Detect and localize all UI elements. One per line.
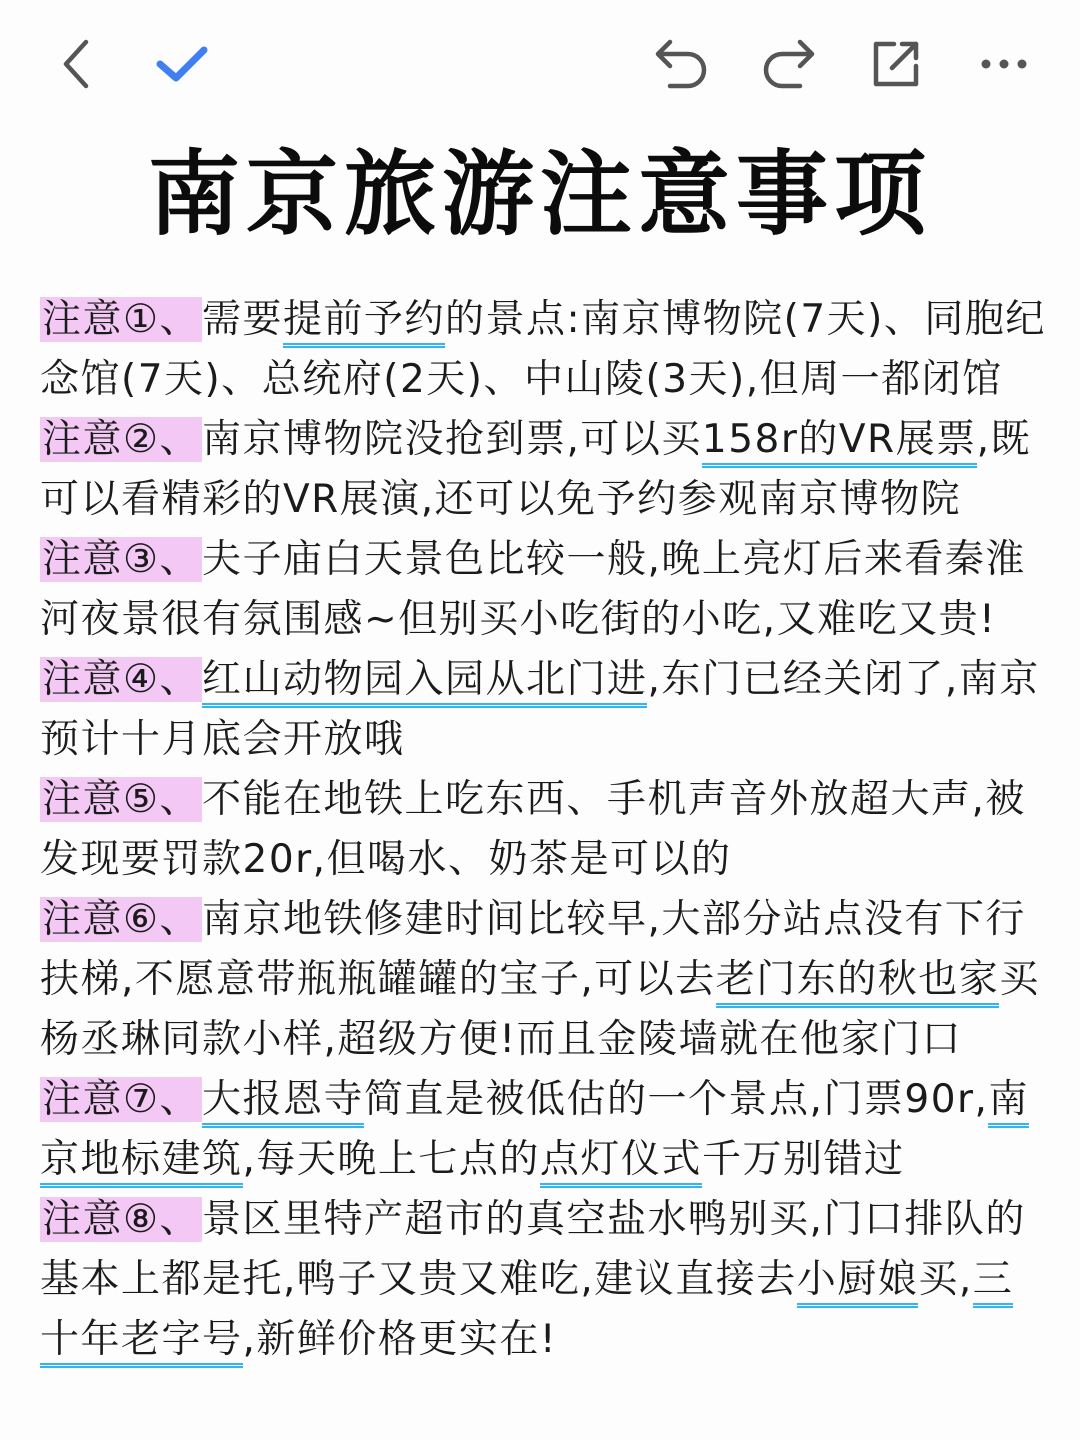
note-underlined-text: 大报恩寺 [202,1077,364,1128]
note-item [40,410,1050,530]
note-tag: 注意④、 [42,657,200,702]
note-item [40,1190,1050,1370]
note-tag: 注意③、 [42,537,200,582]
top-toolbar [0,0,1080,130]
more-horizontal-icon [978,56,1030,72]
note-underlined-text: 小厨娘 [797,1257,919,1308]
note-text: 南京地铁修建时间比较早,大部分站点没有下行扶梯,不愿意带瓶瓶罐罐的宝子,可以去 [40,897,1026,1002]
note-underlined-text: 提前予约 [283,297,445,348]
share-external-icon [868,36,924,92]
page-title: 南京旅游注意事项 [147,141,932,248]
note-tag: 注意⑥、 [42,897,200,942]
note-item [40,770,1050,890]
note-item [40,290,1050,410]
note-tag: 注意⑤、 [42,777,200,822]
undo-button[interactable] [650,32,714,96]
more-button[interactable] [972,32,1036,96]
note-text: ,既可以看精彩的VR展演,还可以免予约参观南京博物院 [40,417,1032,522]
note-underlined-text: 158r的VR展票 [702,417,977,468]
note-tag: 注意①、 [42,297,200,342]
note-text: 夫子庙白天景色比较一般,晚上亮灯后来看秦淮河夜景很有氛围感~但别买小吃街的小吃,又难吃又贵! [40,537,1026,642]
note-text: ,新鲜价格更实在! [242,1317,558,1362]
note-item [40,650,1050,770]
note-text: ,每天晚上七点的 [242,1137,540,1182]
note-text: 南京博物院没抢到票,可以买 [201,417,702,462]
note-item [40,1070,1050,1190]
note-tag: 注意⑦、 [42,1077,200,1122]
note-tag: 注意⑧、 [42,1197,200,1242]
note-text: 不能在地铁上吃东西、手机声音外放超大声,被发现要罚款20r,但喝水、奶茶是可以的 [40,777,1026,882]
share-button[interactable] [864,32,928,96]
note-underlined-text: 红山动物园入园从北门进 [202,657,648,708]
note-item [40,530,1050,650]
done-button[interactable] [150,32,214,96]
note-underlined-text: 老门东的秋也家 [716,957,1000,1008]
back-button[interactable] [44,32,108,96]
note-text: 买, [918,1257,973,1302]
check-icon [154,42,210,86]
note-underlined-text: 南京地标建筑 [40,1077,1029,1188]
chevron-left-icon [56,38,96,90]
note-tag: 注意②、 [42,417,200,462]
note-text: 买杨丞琳同款小样,超级方便!而且金陵墙就在他家门口 [40,957,1040,1062]
note-text: 的景点:南京博物院(7天)、同胞纪念馆(7天)、总统府(2天)、中山陵(3天),但周一都闭馆 [40,297,1046,402]
note-text: 千万别错过 [701,1137,905,1182]
redo-icon [758,36,818,92]
note-text: 景区里特产超市的真空盐水鸭别买,门口排队的基本上都是托,鸭子又贵又难吃,建议直接去 [40,1197,1026,1302]
note-item [40,890,1050,1070]
undo-icon [652,36,712,92]
note-body[interactable] [40,290,1050,1370]
note-text: ,东门已经关闭了,南京预计十月底会开放哦 [40,657,1040,762]
note-underlined-text: 点灯仪式 [540,1137,702,1188]
note-text: 简直是被低估的一个景点,门票90r, [363,1077,989,1122]
note-text: 需要 [201,297,283,342]
redo-button[interactable] [756,32,820,96]
note-underlined-text: 三十年老字号 [40,1257,1013,1368]
